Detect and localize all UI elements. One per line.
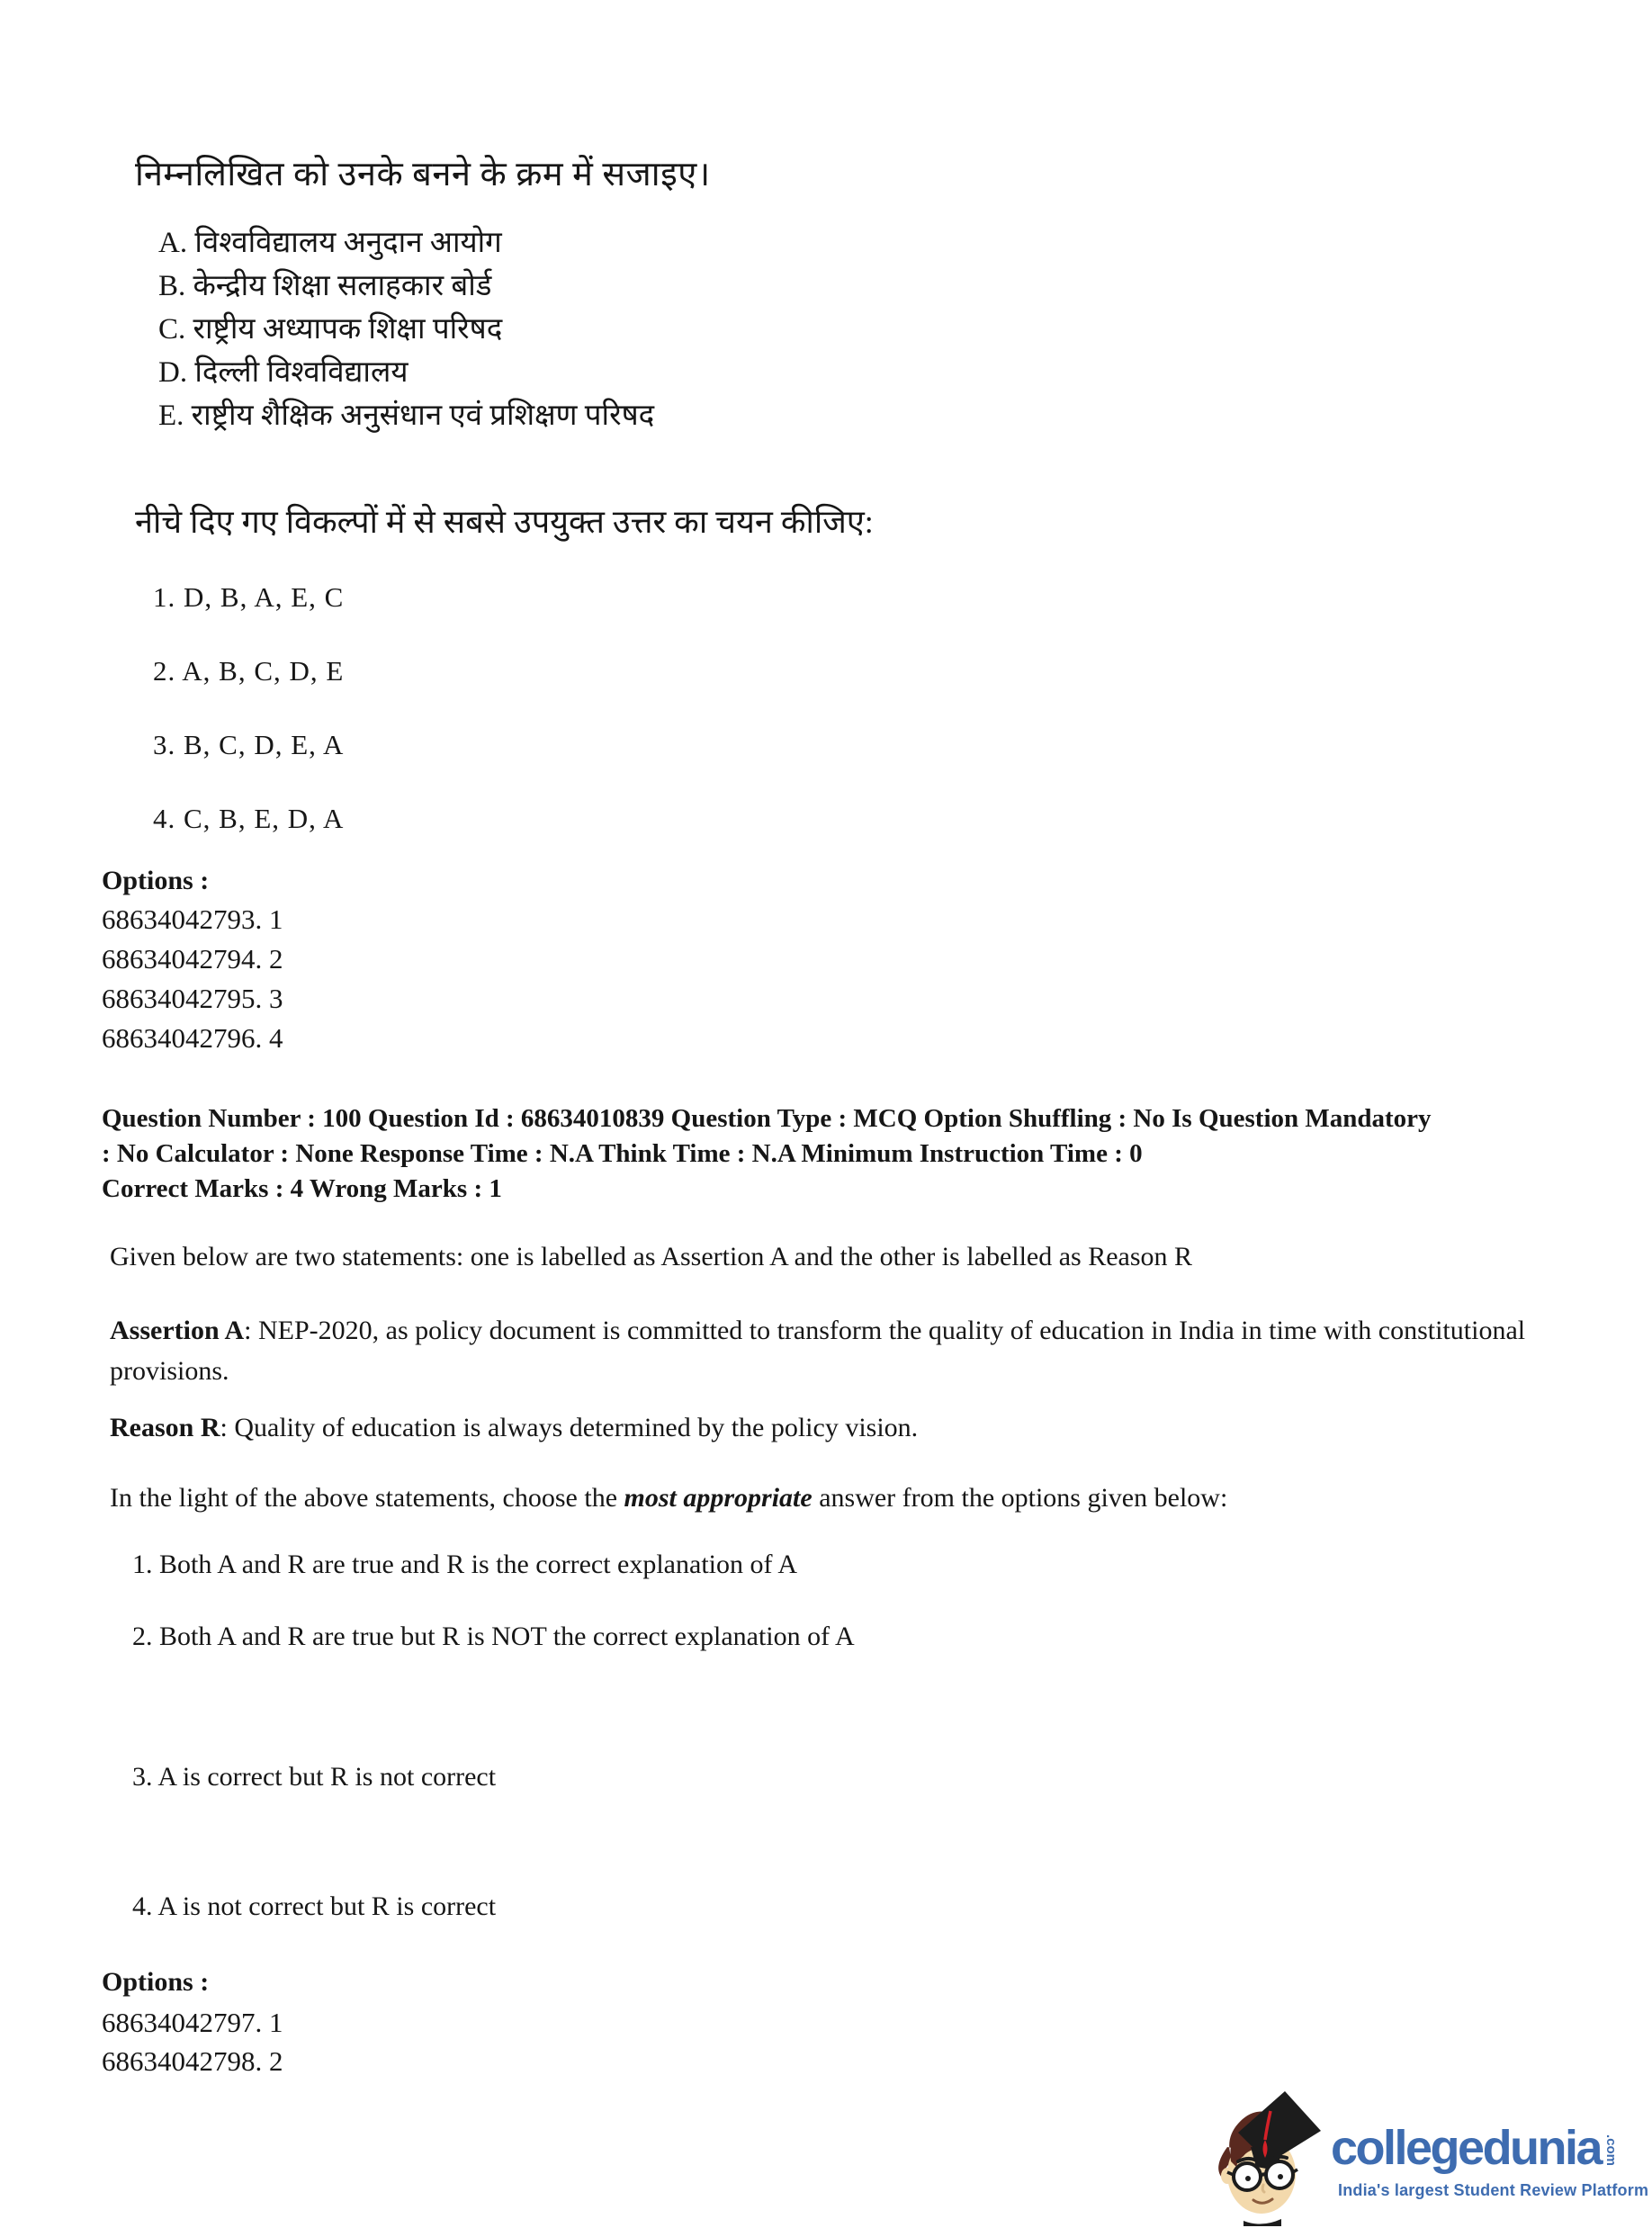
collegedunia-mascot-icon	[1211, 2084, 1323, 2228]
hindi-choice-3: 3. B, C, D, E, A	[153, 729, 345, 760]
options-heading-2: Options :	[102, 1967, 210, 1997]
hindi-item-d: D. दिल्ली विश्वविद्यालय	[158, 356, 409, 389]
options-id-list-2	[102, 2003, 283, 2080]
reason-text: : Quality of education is always determined by the policy vision.	[220, 1413, 919, 1442]
collegedunia-logo-suffix: .com	[1603, 2134, 1619, 2167]
instruction-line	[110, 1483, 1227, 1514]
hindi-choice-2: 2. A, B, C, D, E	[153, 655, 345, 687]
instruction-emphasis: most appropriate	[624, 1483, 813, 1513]
option-id: 68634042798. 2	[102, 2045, 283, 2077]
question-meta-line1: Question Number : 100 Question Id : 68634010839 Question Type : MCQ Option Shuffling : No Is Question Mandatory	[102, 1104, 1432, 1133]
question-meta-header	[102, 1101, 1582, 1207]
hindi-answer-prompt: नीचे दिए गए विकल्पों में से सबसे उपयुक्त उत्तर का चयन कीजिए:	[135, 504, 874, 540]
question-marks-line: Correct Marks : 4 Wrong Marks : 1	[102, 1174, 502, 1203]
english-choice-1: 1. Both A and R are true and R is the correct explanation of A	[132, 1550, 797, 1579]
options-id-list-1	[102, 900, 283, 1058]
hindi-choice-4: 4. C, B, E, D, A	[153, 803, 345, 834]
english-choice-2: 2. Both A and R are true but R is NOT the correct explanation of A	[132, 1622, 855, 1651]
assertion-text: : NEP-2020, as policy document is committed to transform the quality of education in India in time with constitutional provisions.	[110, 1316, 1526, 1386]
hindi-choice-1: 1. D, B, A, E, C	[153, 581, 345, 613]
hindi-item-a: A. विश्वविद्यालय अनुदान आयोग	[158, 227, 502, 259]
reason-label: Reason R	[110, 1413, 220, 1442]
question-meta-line2: : No Calculator : None Response Time : N.A Think Time : N.A Minimum Instruction Time : 0	[102, 1139, 1143, 1168]
hindi-item-c: C. राष्ट्रीय अध्यापक शिक्षा परिषद	[158, 313, 503, 346]
instruction-suffix: answer from the options given below:	[812, 1483, 1228, 1513]
options-heading-1: Options :	[102, 866, 210, 895]
assertion-paragraph	[110, 1310, 1527, 1391]
option-id: 68634042796. 4	[102, 1022, 283, 1054]
assertion-label: Assertion A	[110, 1316, 245, 1345]
collegedunia-logo-text: collegedunia	[1331, 2121, 1602, 2175]
hindi-item-list	[158, 221, 654, 437]
collegedunia-tagline: India's largest Student Review Platform	[1338, 2181, 1649, 2199]
option-id: 68634042793. 1	[102, 903, 283, 935]
option-id: 68634042794. 2	[102, 943, 283, 975]
option-id: 68634042795. 3	[102, 983, 283, 1014]
english-choice-4: 4. A is not correct but R is correct	[132, 1891, 497, 1921]
hindi-item-b: B. केन्द्रीय शिक्षा सलाहकार बोर्ड	[158, 270, 492, 302]
question-intro: Given below are two statements: one is labelled as Assertion A and the other is labelled as Reason R	[110, 1242, 1193, 1271]
instruction-prefix: In the light of the above statements, choose the	[110, 1483, 624, 1513]
option-id: 68634042797. 1	[102, 2007, 283, 2038]
hindi-question-title: निम्नलिखित को उनके बनने के क्रम में सजाइए।	[135, 156, 711, 193]
reason-paragraph	[110, 1413, 918, 1443]
english-choice-3: 3. A is correct but R is not correct	[132, 1762, 497, 1792]
hindi-item-e: E. राष्ट्रीय शैक्षिक अनुसंधान एवं प्रशिक्षण परिषद	[158, 400, 655, 432]
